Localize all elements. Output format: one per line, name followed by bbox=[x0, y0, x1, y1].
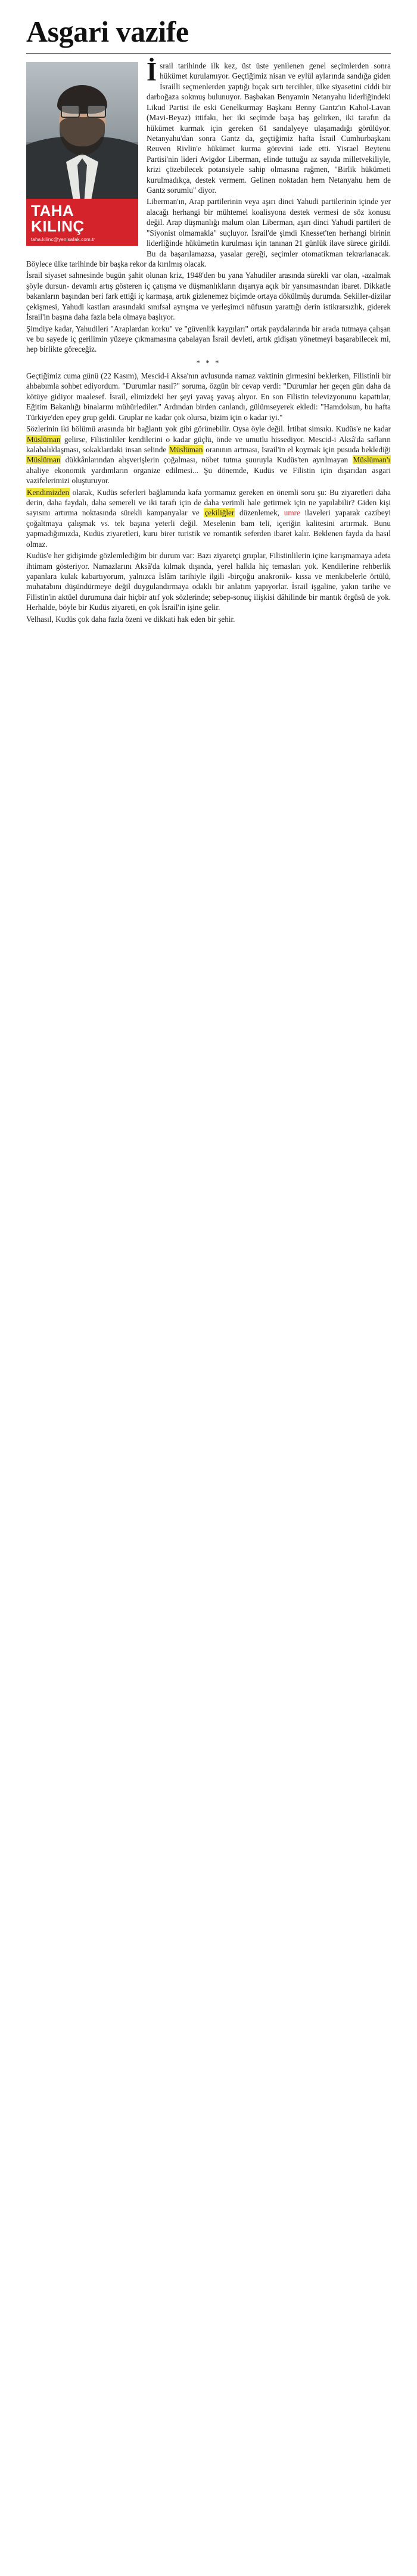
author-name-badge bbox=[26, 199, 138, 246]
author-first-name: TAHA bbox=[31, 202, 74, 220]
drop-cap: İ bbox=[147, 57, 157, 86]
highlight-term: Müslüman bbox=[169, 445, 203, 454]
title-divider bbox=[26, 53, 391, 54]
highlight-term: Müslüman'ı bbox=[353, 455, 390, 465]
author-photo bbox=[26, 62, 138, 200]
paragraph-5: Geçtiğimiz cuma günü (22 Kasım), Mescid-i Aksa'nın avlusunda namaz vaktinin girmesini beklerken, Filistinli bir ahbabımla sohbet ediyordum. "Durumlar nasıl?" soruma, özgün bir cevap verdi: "Durumlar her geçen gün daha da kötüye gidiyor maalesef. İsrail, elimizdeki her şeyi yavaş yavaş alıyor. En son Filistin televizyonunu kapattılar, Eğitim Bakanlığı binalarını mühürlediler." Ardından birden canlandı, gülümseyerek ekledi: "Hamdolsun, bu hafta Türkiye'den epey grup geldi. Gruplar ne kadar çok olursa, bizim için o kadar iyi." bbox=[26, 371, 391, 422]
paragraph-8: Kudüs'e her gidişimde gözlemlediğim bir durum var: Bazı ziyaretçi gruplar, Filistinlilerin içine karışmamaya adeta ihtimam gösteriyor. Namazlarını Aksâ'da kılmak dışında, yerel halkla hiç temasları yok. Kendilerine rehberlik yapanlara kulak kabartıyorum, yalnızca İslâm tarihiyle ilgili -birçoğu anakronik- kıssa ve menkıbelerle örtülü, muhatabını düşündürmeye değil duygulandırmaya odaklı bir anlatım yapıyorlar. İsrail işgaline, yakın tarihe ve Filistin'in aktüel durumuna dair hiçbir atıf yok sözlerinde; sebep-sonuç ilişkisi dâhilinde bir mantık örgüsü de yok. Herhalde, böyle bir Kudüs ziyareti, en çok İsrail'in işine gelir. bbox=[26, 551, 391, 612]
photo-glasses-left-icon bbox=[61, 105, 80, 118]
highlight-term: Müslüman bbox=[27, 434, 61, 444]
highlight-term: Kendimizden bbox=[27, 487, 70, 497]
highlight-term: çekiliğler bbox=[204, 508, 235, 518]
paragraph-4: Şimdiye kadar, Yahudileri "Araplardan korku" ve "güvenlik kaygıları" ortak paydalarında bir arada tutmaya çalışan ve bu sayede iç gerilimin yüzeye çıkmamasına çabalayan İsrail devleti, artık gidişatı yönetmeyi başarabilecek mi, hep birlikte göreceğiz. bbox=[26, 324, 391, 354]
photo-glasses-right-icon bbox=[87, 105, 106, 118]
paragraph-7: Kendimizden olarak, Kudüs seferleri bağlamında kafa yormamız gereken en önemli soru şu: Bu ziyaretleri daha derin, daha faydalı, daha semereli ve iki tarafı için de daha verimli hale getirmek için ne yapılabilir? Giden kişi sayısını artırma noktasında sürekli kampanyalar ve çekiliğler düzenlemek, umre ilaveleri yaparak cazibeyi çoğaltmaya çalışmak vs. tek başına yeterli değil. Meselenin bam teli, içeriğin kalitesini artırmak. Bunu yapmadığımızda, Kudüs ziyaretleri, kuru birer turistik ve romantik seferden ibaret kalır. Beklenen fayda da hasıl olmaz. bbox=[26, 487, 391, 549]
paragraph-9: Velhasıl, Kudüs çok daha fazla özeni ve dikkati hak eden bir şehir. bbox=[26, 614, 235, 624]
author-block bbox=[26, 62, 138, 246]
paragraph-3: İsrail siyaset sahnesinde bugün şahit olunan kriz, 1948'den bu yana Yahudiler arasında sürekli var olan, -azalmak şöyle dursun- devamlı artış gösteren iç çatışma ve düşmanlıkların dışarıya açık bir yansımasından ibaret. Dikkatle bakanların başından beri fark ettiği iç karmaşa, artık gizlenemez biçimde ortaya dökülmüş durumda. Sekiller-dizilar çekişmesi, Yahudi kastları arasındaki sınıfsal ayrışma ve yerleşimci nüfusun yarattığı derin istikrarsızlık, giderek İsrail'in başına daha fazla bela olmaya başlıyor. bbox=[26, 271, 391, 322]
highlight-term-red: umre bbox=[284, 508, 300, 518]
section-separator-1: * * * bbox=[196, 358, 221, 367]
author-email[interactable]: taha.kilinc@yenisafak.com.tr bbox=[31, 237, 95, 242]
paragraph-1-text: srail tarihinde ilk kez, üst üste yenilenen genel seçimlerden sonra hükümet kurulamıyor. Geçtiğimiz nisan ve eylül aylarında sandığa giden İsrailli seçmenlerden yaptığı bıçak sırtı tercihler, ülke siyasetini ciddi bir darboğaza sokmuş bulunuyor. Başbakan Benyamin Netanyahu liderliğindeki Likud Partisi ile eski Genelkurmay Başkanı Benny Gantz'ın Kahol-Lavan (Mavi-Beyaz) ittifakı, her iki seçimde başa baş gelirken, iki tarafın da hükümet kurmak için gereken 61 sandalyeye ulaşamadığı görülüyor. Netanyahu'dan sonra Gantz da, geçtiğimiz hafta İsrail Cumhurbaşkanı Reuven Rivlin'e hükümet kurma görevini iade etti. Yisrael Beytenu Partisi'nin lideri Avigdor Liberman, elinde tuttuğu az sayıda milletvekiliyle, krizi çözebilecek potansiyele sahip olmasına rağmen, "Birlik hükümeti kurulmadıkça, destek vermem. Gelinen noktadan hem Netanyahu hem de Gantz sorumlu" diyor. bbox=[147, 61, 391, 195]
paragraph-6: Sözlerinin iki bölümü arasında bir bağlantı yok gibi görünebilir. Oysa öyle değil. İrtibat simsıkı. Kudüs'e ne kadar Müslüman gelirse, Filistinliler kendilerini o kadar güçlü, önde ve umutlu hissediyor. Mescid-i Aksâ'da safların kalabalıklaşması, sokaklardaki insan selinde Müslüman oranının artması, İsrail'in el koymak için pusuda beklediği Müslüman dükkânlarından alışverişlerin çoğalması, nöbet tutma şuuruyla Kudüs'ten ayrılmayan Müslüman'ı ahaliye ekonomik yardımların organize edilmesi... Şu dönemde, Kudüs ve Filistin için dışarıdan asgari vazifelerimizi oluşturuyor. bbox=[26, 424, 391, 486]
highlight-term: Müslüman bbox=[27, 455, 61, 465]
paragraph-2: Liberman'ın, Arap partilerinin veya aşırı dinci Yahudi partilerinin içinde yer alacağı herhangi bir mühtemel koalisyona destek vermesi de söz konusu değil. Arap düşmanlığı malum olan Liberman, aşırı dinci Yahudi partileri de "Siyonist olmamakla" suçluyor. İsrail'de şimdi Knesset'ten herhangi birinin liderliğinde hükümetin kurulması için tanınan 21 günlük ilave sürece girildi. Bu da başarılamazsa, yasalar gereği, seçimler otomatikman tekrarlanacak. Böylece ülke tarihinde bir başka rekor da kırılmış olacak. bbox=[26, 197, 391, 269]
page-title: Asgari vazife bbox=[26, 15, 189, 48]
author-last-name: KILINÇ bbox=[31, 217, 85, 235]
photo-glasses-bridge-icon bbox=[80, 110, 86, 111]
